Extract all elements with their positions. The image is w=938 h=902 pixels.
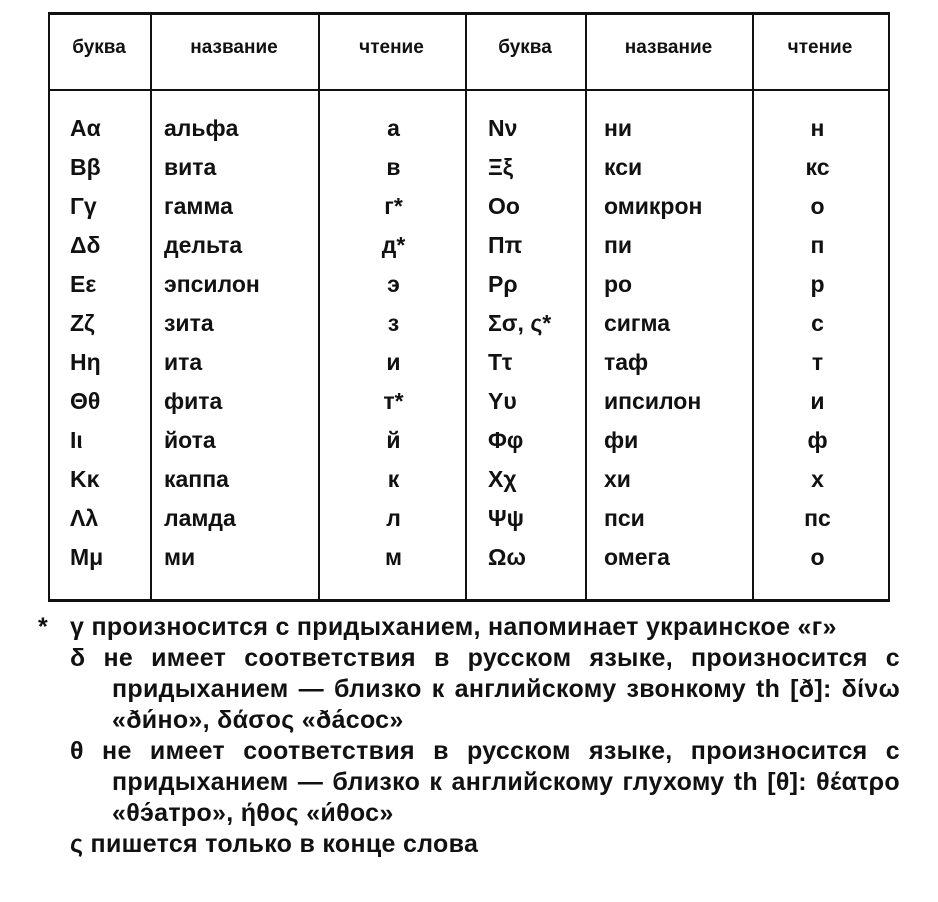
footnote-text: γ произносится с придыханием, напоминает украинское «г» xyxy=(70,613,837,641)
cell-name: омикрон xyxy=(604,193,703,219)
cell-letter: Νν xyxy=(488,115,518,141)
cell-reading: х xyxy=(811,466,824,492)
cell-letter: Μμ xyxy=(70,544,104,570)
header-name: название xyxy=(624,37,713,58)
cell-name: ита xyxy=(164,349,203,375)
cell-letter: Ωω xyxy=(488,544,526,570)
cell-reading: д* xyxy=(381,232,406,258)
greek-alphabet-table xyxy=(48,12,890,602)
cell-letter: Ηη xyxy=(70,349,101,375)
cell-letter: Ξξ xyxy=(488,154,514,180)
table-row xyxy=(48,271,890,310)
cell-name: фита xyxy=(164,388,223,414)
asterisk: * xyxy=(38,613,49,641)
cell-letter: Λλ xyxy=(70,505,99,531)
cell-letter: Ιι xyxy=(70,427,83,453)
cell-reading: о xyxy=(810,544,825,570)
header-reading: чтение xyxy=(787,37,853,58)
cell-reading: о xyxy=(810,193,825,219)
cell-letter: Σσ, ς* xyxy=(488,310,552,336)
cell-name: ламда xyxy=(164,505,236,531)
cell-letter: Δδ xyxy=(70,232,101,258)
table-row xyxy=(48,544,890,583)
cell-letter: Ζζ xyxy=(70,310,95,336)
cell-letter: Κκ xyxy=(70,466,100,492)
cell-reading: э xyxy=(387,271,400,297)
table-row xyxy=(48,310,890,349)
cell-letter: Ψψ xyxy=(488,505,524,531)
cell-name: ни xyxy=(604,115,633,141)
cell-letter: Αα xyxy=(70,115,101,141)
cell-name: таф xyxy=(604,349,649,375)
cell-name: хи xyxy=(604,466,631,492)
cell-name: гамма xyxy=(164,193,233,219)
cell-reading: с xyxy=(811,310,824,336)
footnote xyxy=(40,643,900,736)
cell-reading: кс xyxy=(805,154,830,180)
cell-letter: Θθ xyxy=(70,388,101,414)
cell-letter: Εε xyxy=(70,271,97,297)
cell-name: кси xyxy=(604,154,643,180)
table-row xyxy=(48,427,890,466)
cell-name: дельта xyxy=(164,232,243,258)
cell-name: ро xyxy=(604,271,633,297)
cell-letter: Χχ xyxy=(488,466,517,492)
cell-reading: г* xyxy=(384,193,403,219)
cell-name: фи xyxy=(604,427,639,453)
table-row xyxy=(48,115,890,154)
cell-reading: и xyxy=(810,388,825,414)
cell-reading: р xyxy=(810,271,825,297)
cell-letter: Ππ xyxy=(488,232,523,258)
cell-name: ми xyxy=(164,544,196,570)
cell-reading: й xyxy=(386,427,401,453)
table-row xyxy=(48,154,890,193)
cell-letter: Ββ xyxy=(70,154,101,180)
header-name: название xyxy=(190,37,278,58)
cell-letter: Υυ xyxy=(488,388,517,414)
header-letter: буква xyxy=(72,37,126,58)
cell-reading: м xyxy=(384,544,402,570)
table-row xyxy=(48,193,890,232)
header-reading: чтение xyxy=(359,37,424,58)
header-separator xyxy=(48,89,890,91)
footnote-text: ς пишется только в конце слова xyxy=(70,830,479,858)
cell-reading: пс xyxy=(804,505,831,531)
table-row xyxy=(48,466,890,505)
cell-name: вита xyxy=(164,154,217,180)
header-letter: буква xyxy=(498,37,552,58)
cell-name: пси xyxy=(604,505,645,531)
cell-reading: в xyxy=(386,154,401,180)
cell-name: омега xyxy=(604,544,670,570)
cell-reading: л xyxy=(386,505,401,531)
cell-letter: Ττ xyxy=(488,349,513,375)
cell-reading: к xyxy=(387,466,400,492)
cell-reading: т xyxy=(811,349,824,375)
cell-reading: п xyxy=(810,232,825,258)
cell-reading: н xyxy=(810,115,825,141)
table-row xyxy=(48,388,890,427)
cell-name: йота xyxy=(164,427,216,453)
footnote-text: δ не имеет соответствия в русском языке, произносится с придыханием — близко к английскому звонкому th [ð]: δίνω «ðи́но», δάσος «ðа́сос» xyxy=(70,644,900,734)
cell-reading: з xyxy=(387,310,400,336)
cell-name: эпсилон xyxy=(164,271,260,297)
footnotes xyxy=(40,612,900,860)
footnote-text: θ не имеет соответствия в русском языке, произносится с придыханием — близко к английскому глухому th [θ]: θέατρο «θэ́атро», ήθος «и́θос» xyxy=(70,737,900,827)
footnote xyxy=(40,612,900,643)
cell-letter: Γγ xyxy=(70,193,97,219)
table-row xyxy=(48,505,890,544)
cell-letter: Οο xyxy=(488,193,520,219)
cell-reading: и xyxy=(386,349,401,375)
cell-reading: а xyxy=(387,115,400,141)
cell-name: сигма xyxy=(604,310,671,336)
footnote xyxy=(40,829,900,860)
cell-name: ипсилон xyxy=(604,388,702,414)
cell-name: зита xyxy=(164,310,214,336)
cell-letter: Ρρ xyxy=(488,271,518,297)
cell-reading: т* xyxy=(383,388,404,414)
footnote xyxy=(40,736,900,829)
cell-name: альфа xyxy=(164,115,239,141)
cell-letter: Φφ xyxy=(488,427,524,453)
table-row xyxy=(48,232,890,271)
table-row xyxy=(48,349,890,388)
cell-reading: ф xyxy=(807,427,828,453)
cell-name: пи xyxy=(604,232,633,258)
cell-name: каппа xyxy=(164,466,229,492)
